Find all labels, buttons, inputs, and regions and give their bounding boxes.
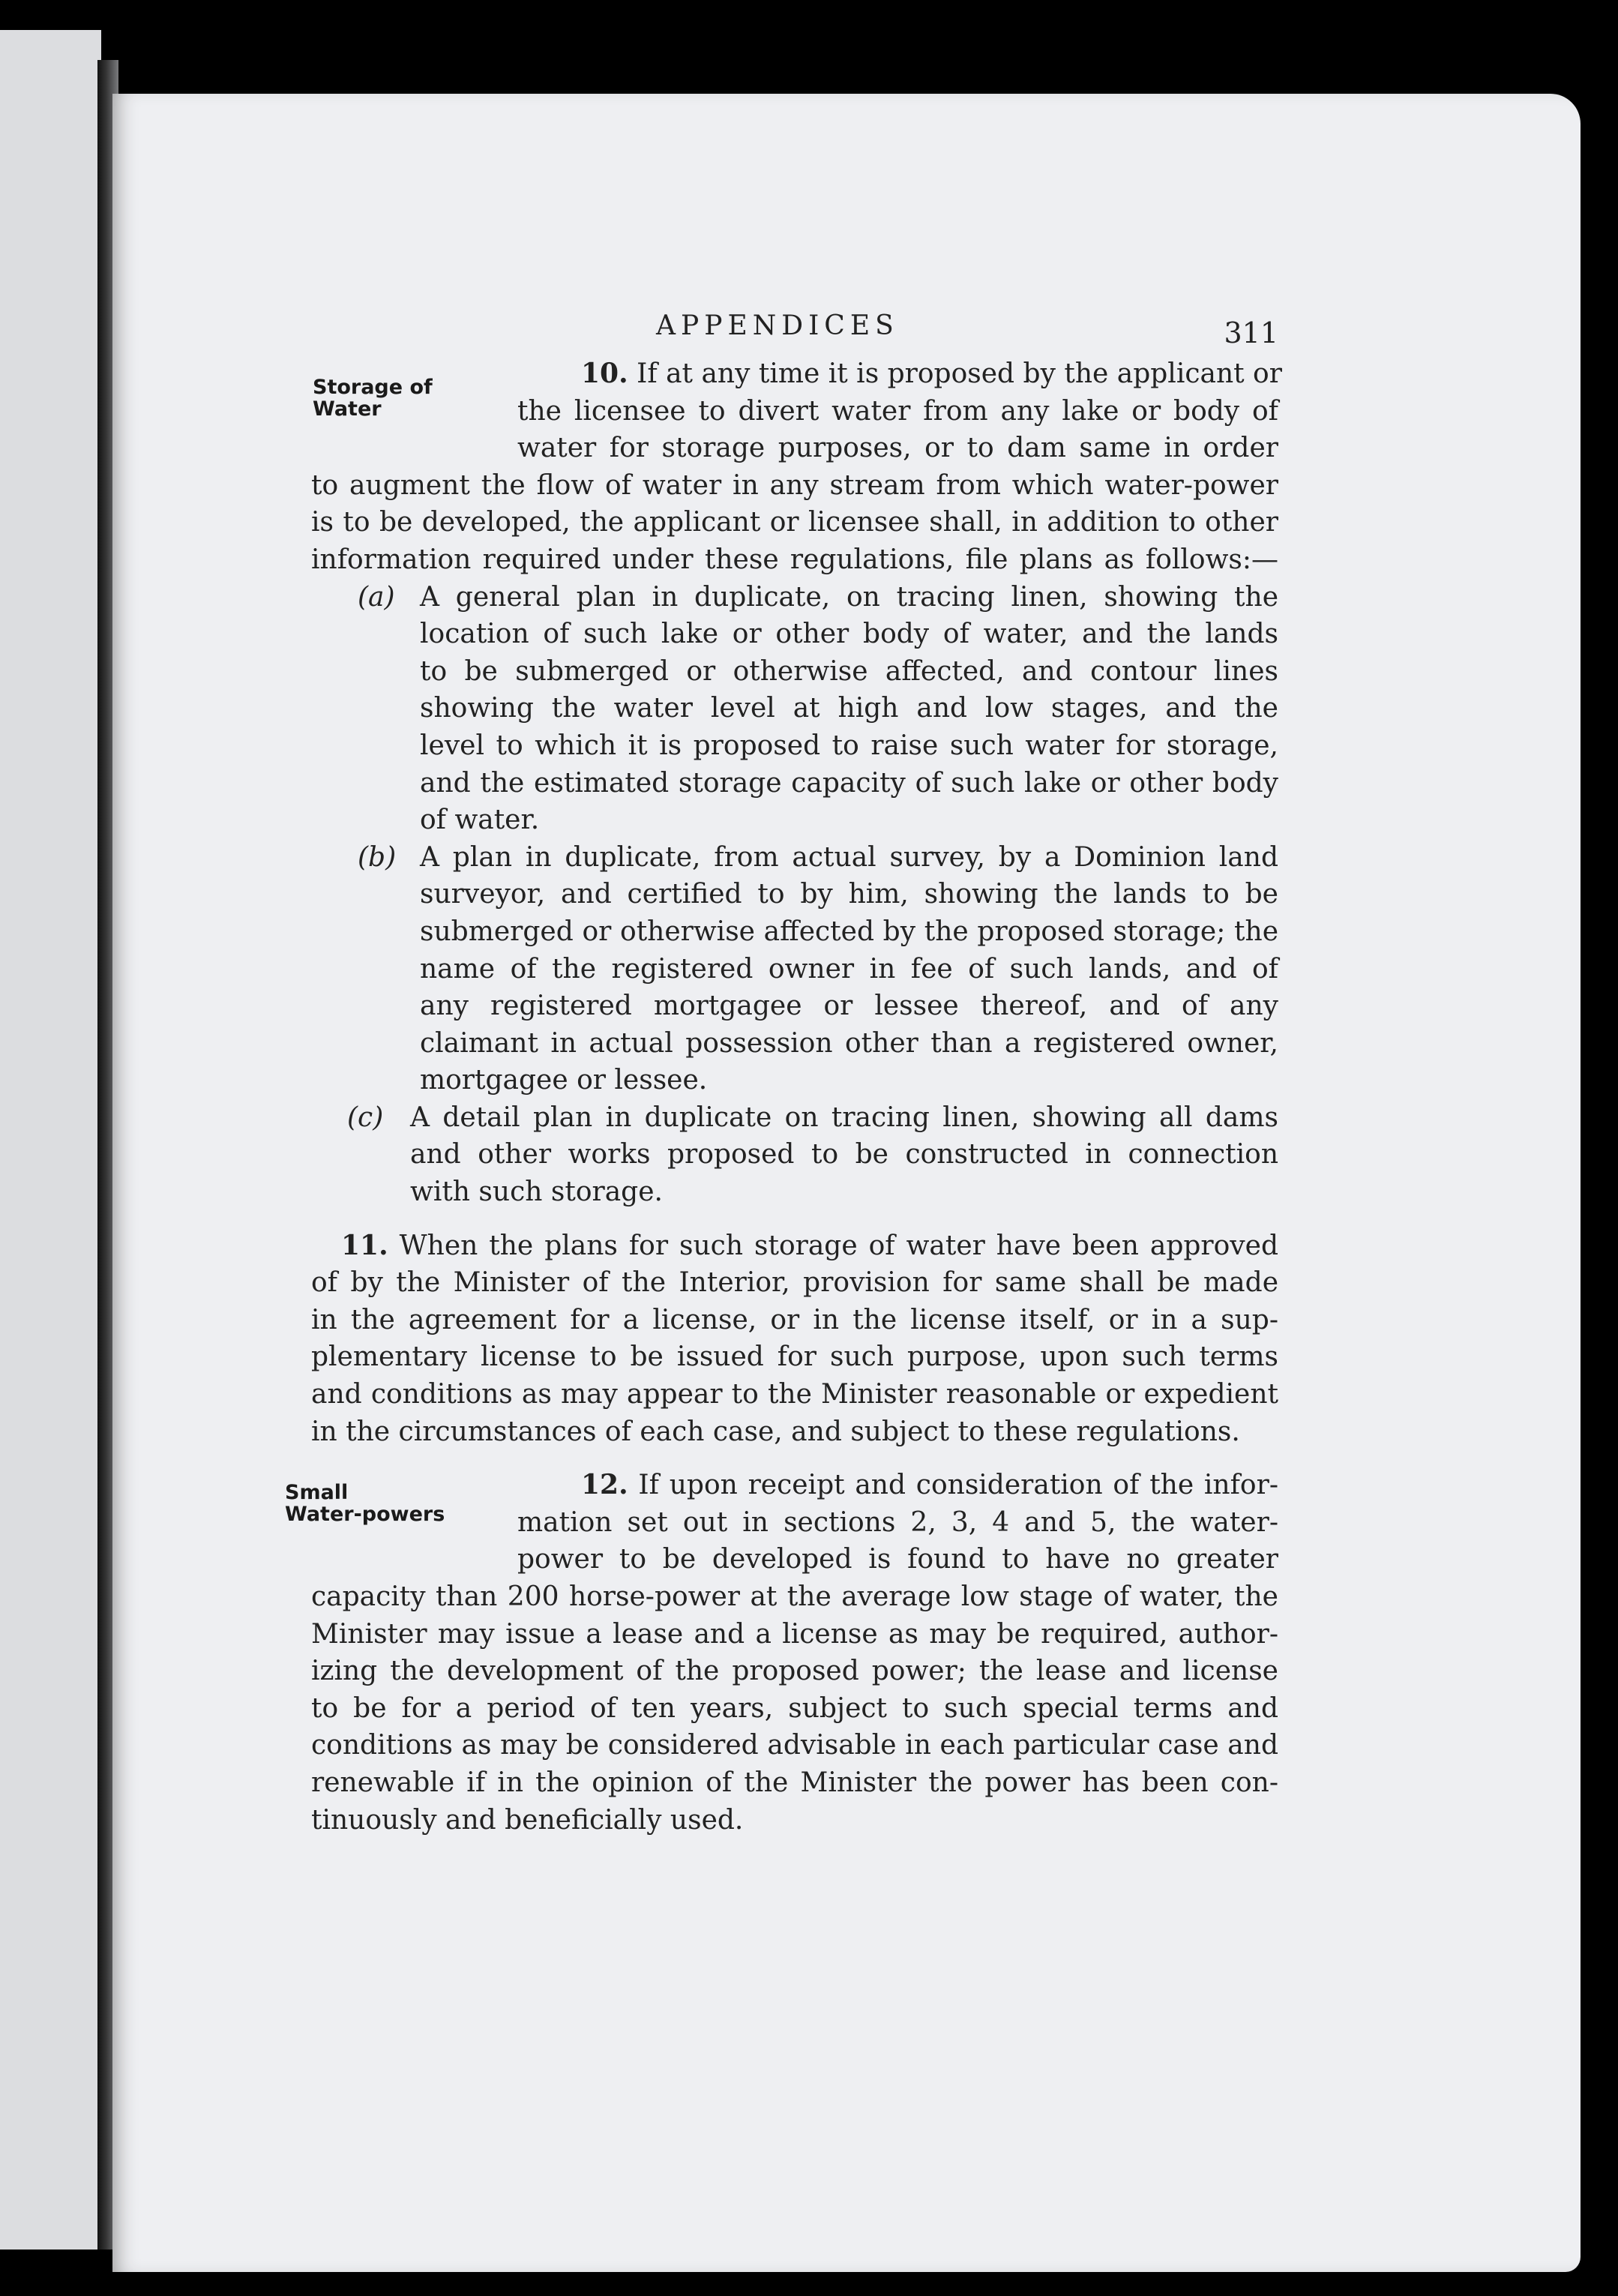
marginal-note-small-water-powers: Small Water-powers: [285, 1481, 445, 1527]
section-10-line: 10. If at any time it is proposed by the applicant or: [581, 358, 1282, 389]
item-label: (c): [347, 1102, 384, 1133]
section-11-line: 11. When the plans for such storage of water have been approved: [341, 1229, 1278, 1261]
section-10-line: information required under these regulations, file plans as follows:—: [311, 544, 1278, 575]
item-label: (a): [358, 581, 395, 613]
running-head: APPENDICES: [656, 310, 899, 341]
section-12-line: capacity than 200 horse-power at the average low stage of water, the: [311, 1581, 1278, 1612]
item-line: with such storage.: [410, 1176, 663, 1208]
item-line: any registered mortgagee or lessee thereof, and of any: [420, 991, 1278, 1022]
item-line: A general plan in duplicate, on tracing linen, showing the: [420, 581, 1278, 613]
list-item-c: [311, 1099, 1278, 1211]
section-12-line: power to be developed is found to have no greater: [517, 1544, 1278, 1575]
item-line: submerged or otherwise affected by the proposed storage; the: [420, 916, 1278, 947]
section-10-line: the licensee to divert water from any lake or body of: [517, 395, 1278, 427]
facing-page-edge: [0, 30, 101, 2250]
section-11-line: plementary license to be issued for such purpose, upon such terms: [311, 1341, 1278, 1373]
page-number: 311: [1224, 316, 1278, 349]
item-line: level to which it is proposed to raise such water for storage,: [420, 730, 1278, 761]
item-line: of water.: [420, 805, 540, 836]
section-12-line: Minister may issue a lease and a license as may be required, author-: [311, 1618, 1278, 1650]
list-item-b: [311, 839, 1278, 1099]
section-number: 11.: [341, 1229, 388, 1261]
section-10-line: is to be developed, the applicant or licensee shall, in addition to other: [311, 507, 1278, 538]
section-10-line: water for storage purposes, or to dam same in order: [517, 433, 1278, 464]
item-line: location of such lake or other body of water, and the lands: [420, 619, 1278, 650]
marginal-note-storage: Storage of Water: [313, 376, 433, 421]
section-10: [311, 355, 1282, 579]
item-line: A plan in duplicate, from actual survey, by a Dominion land: [420, 841, 1278, 873]
section-12-line: to be for a period of ten years, subject to such special terms and: [311, 1692, 1278, 1724]
item-line: name of the registered owner in fee of such lands, and of: [420, 953, 1278, 985]
section-12-line: tinuously and beneficially used.: [311, 1804, 744, 1836]
item-line: A detail plan in duplicate on tracing linen, showing all dams: [410, 1102, 1278, 1133]
section-12-line: 12. If upon receipt and consideration of the infor-: [581, 1469, 1278, 1501]
item-line: showing the water level at high and low stages, and the: [420, 693, 1278, 724]
section-12-line: renewable if in the opinion of the Minister the power has been con-: [311, 1767, 1278, 1798]
section-11-line: of by the Minister of the Interior, provision for same shall be made: [311, 1267, 1278, 1299]
item-line: and other works proposed to be constructed in connection: [410, 1139, 1278, 1170]
list-item-a: [311, 579, 1278, 839]
section-10-line: to augment the flow of water in any stream from which water-power: [311, 469, 1278, 501]
item-line: surveyor, and certified to by him, showing the lands to be: [420, 879, 1278, 910]
item-line: claimant in actual possession other than a registered owner,: [420, 1027, 1278, 1059]
section-12-line: conditions as may be considered advisable in each particular case and: [311, 1730, 1278, 1761]
section-11: [311, 1227, 1278, 1451]
section-11-line: and conditions as may appear to the Minister reasonable or expedient: [311, 1379, 1278, 1410]
item-line: mortgagee or lessee.: [420, 1065, 708, 1096]
section-12-line: izing the development of the proposed power; the lease and license: [311, 1656, 1278, 1687]
item-label: (b): [358, 841, 397, 873]
section-number: 10.: [581, 358, 628, 389]
page-header: [311, 307, 1278, 355]
section-12: [285, 1467, 1278, 1839]
section-12-line: mation set out in sections 2, 3, 4 and 5, the water-: [517, 1506, 1278, 1538]
item-line: and the estimated storage capacity of such lake or other body: [420, 767, 1278, 799]
section-number: 12.: [581, 1469, 628, 1501]
section-11-line: in the circumstances of each case, and subject to these regulations.: [311, 1416, 1240, 1447]
section-11-line: in the agreement for a license, or in the license itself, or in a sup-: [311, 1304, 1278, 1335]
page-text: [285, 307, 1282, 1839]
item-line: to be submerged or otherwise affected, and contour lines: [420, 655, 1278, 687]
